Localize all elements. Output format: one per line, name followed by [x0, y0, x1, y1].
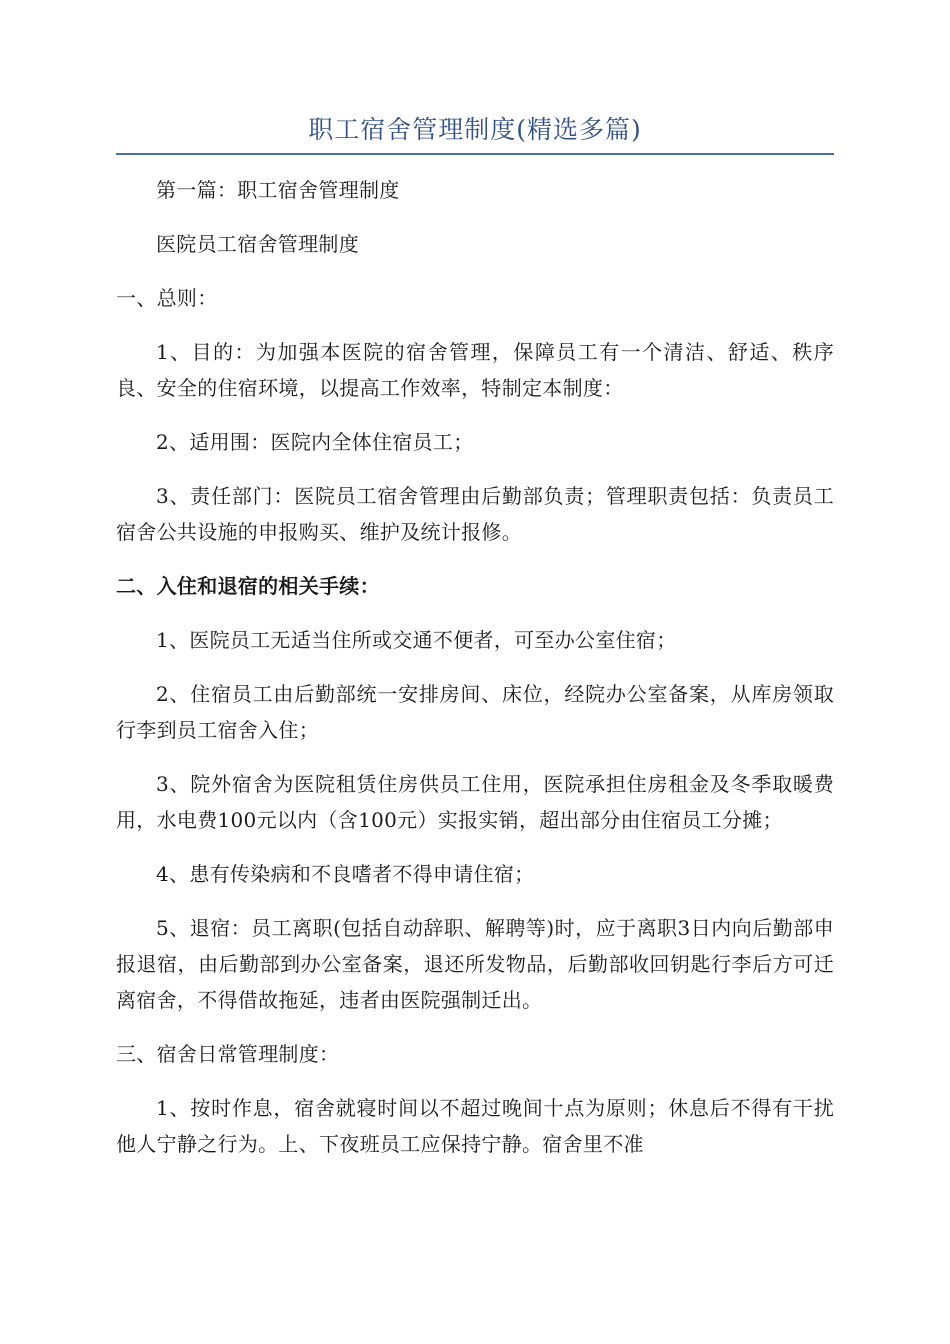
- title-underline: [116, 153, 834, 155]
- paragraph-restriction: 4、患有传染病和不良嗜者不得申请住宿；: [156, 862, 535, 886]
- section-heading-general: 一、总则：: [116, 286, 218, 310]
- paragraph-responsibility: 3、责任部门：医院员工宿舍管理由后勤部负责；管理职责包括：负责员工宿舍公共设施的申报购买、维护及统计报修。: [116, 484, 834, 544]
- paragraph-purpose: 1、目的：为加强本医院的宿舍管理，保障员工有一个清洁、舒适、秩序良、安全的住宿环境，以提高工作效率，特制定本制度：: [116, 340, 834, 400]
- section-heading-checkin: 二、入住和退宿的相关手续：: [116, 574, 380, 598]
- paragraph-scope: 2、适用围：医院内全体住宿员工；: [156, 430, 474, 454]
- paragraph-arrangement: 2、住宿员工由后勤部统一安排房间、床位，经院办公室备案，从库房领取行李到员工宿舍入住；: [116, 682, 834, 742]
- paragraph-checkout: 5、退宿：员工离职(包括自动辞职、解聘等)时，应于离职3日内向后勤部申报退宿，由后勤部到办公室备案，退还所发物品，后勤部收回钥匙行李后方可迁离宿舍，不得借故拖延，违者由医院强制迁出。: [116, 916, 834, 1012]
- chapter-heading: 第一篇：职工宿舍管理制度: [156, 178, 400, 202]
- paragraph-schedule: 1、按时作息，宿舍就寝时间以不超过晚间十点为原则；休息后不得有干扰他人宁静之行为。上、下夜班员工应保持宁静。宿舍里不准: [116, 1096, 834, 1156]
- section-title: 医院员工宿舍管理制度: [156, 232, 359, 256]
- document-title: 职工宿舍管理制度(精选多篇): [308, 115, 642, 144]
- paragraph-eligibility: 1、医院员工无适当住所或交通不便者，可至办公室住宿；: [156, 628, 677, 652]
- section-heading-daily: 三、宿舍日常管理制度：: [116, 1042, 340, 1066]
- paragraph-offsite-housing: 3、院外宿舍为医院租赁住房供员工住用，医院承担住房租金及冬季取暖费用，水电费100元以内（含100元）实报实销，超出部分由住宿员工分摊；: [116, 772, 834, 832]
- document-body: [116, 172, 834, 1180]
